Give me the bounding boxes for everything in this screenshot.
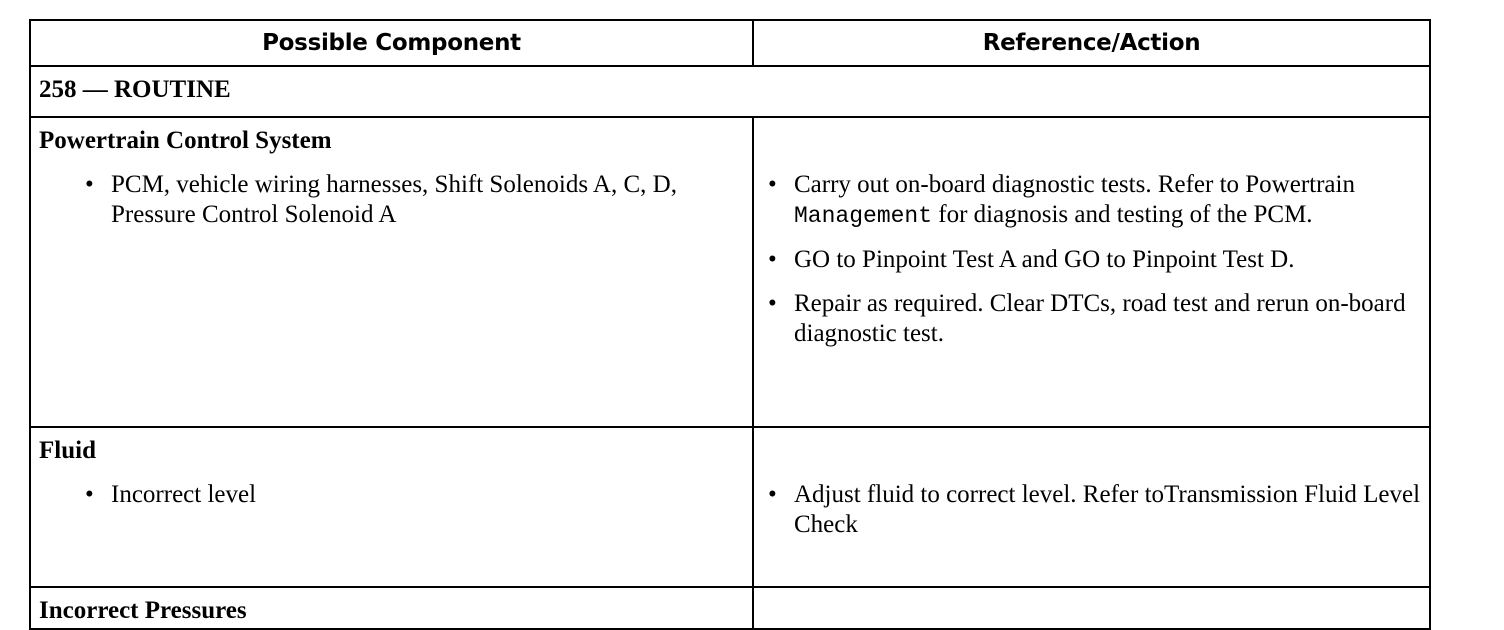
action-text: Repair as required. Clear DTCs, road test and rerun on-board diagnostic test.	[794, 290, 1406, 347]
component-cell	[30, 117, 753, 427]
component-group-title: Incorrect Pressures	[30, 587, 753, 629]
bullet-icon: •	[768, 290, 777, 317]
action-cell	[753, 427, 1430, 587]
diagnostic-table	[29, 19, 1431, 630]
action-text-mono: Management	[794, 203, 933, 229]
bullet-icon: •	[768, 171, 777, 198]
component-text: Incorrect level	[111, 481, 257, 508]
list-item	[766, 289, 1421, 349]
component-cell	[30, 427, 753, 587]
header-reference-action: Reference/Action	[753, 20, 1430, 66]
action-cell-empty	[753, 587, 1430, 629]
list-item	[766, 170, 1421, 231]
section-row	[30, 66, 1430, 117]
bullet-icon: •	[768, 246, 777, 273]
table-row	[30, 427, 1430, 587]
action-list	[766, 170, 1421, 349]
header-possible-component: Possible Component	[30, 20, 753, 66]
component-group-title: Powertrain Control System	[39, 127, 332, 154]
list-item	[39, 170, 744, 230]
action-text-after: for diagnosis and testing of the PCM.	[932, 201, 1313, 228]
list-item	[39, 480, 744, 510]
bullet-icon: •	[85, 171, 94, 198]
header-row	[30, 20, 1430, 66]
action-text: Adjust fluid to correct level. Refer toTransmission Fluid Level Check	[794, 481, 1421, 538]
component-group-title: Fluid	[39, 437, 96, 464]
action-text: GO to Pinpoint Test A and GO to Pinpoint Test D.	[794, 246, 1295, 273]
action-text-before: Carry out on-board diagnostic tests. Refer to Powertrain	[794, 171, 1355, 198]
list-item	[766, 480, 1421, 540]
component-text: PCM, vehicle wiring harnesses, Shift Solenoids A, C, D, Pressure Control Solenoid A	[111, 171, 677, 228]
action-list	[766, 480, 1421, 540]
bullet-icon: •	[85, 481, 94, 508]
table-row	[30, 117, 1430, 427]
action-cell	[753, 117, 1430, 427]
section-title-258-routine: 258 — ROUTINE	[30, 66, 1430, 117]
component-list	[39, 480, 744, 510]
component-list	[39, 170, 744, 230]
bullet-icon: •	[768, 481, 777, 508]
list-item	[766, 245, 1421, 275]
table-row	[30, 587, 1430, 629]
